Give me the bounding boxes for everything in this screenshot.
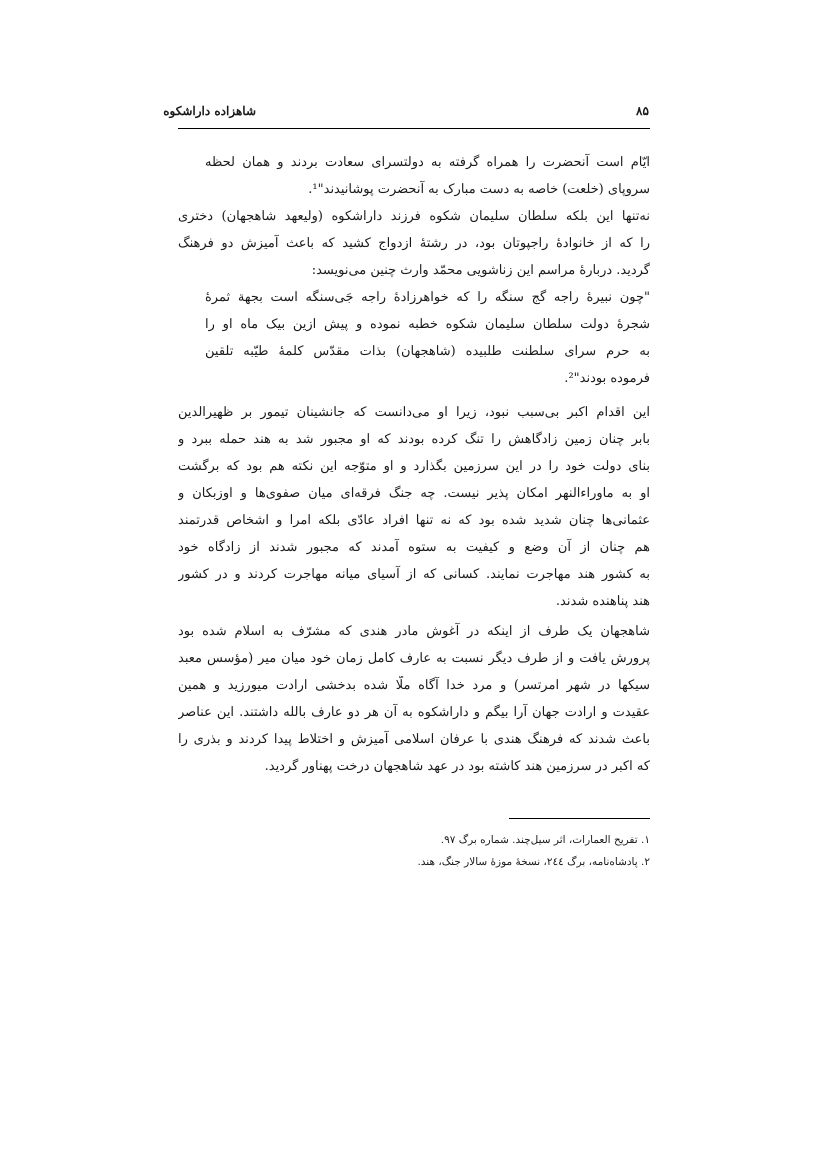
text-line: هند پناهنده شدند. (555, 594, 650, 609)
text-line: بابر چنان زمین زادگاهش را تنگ کرده بودند که او مجبور شد به هند حمله ببرد و (178, 432, 650, 447)
running-header-title: شاهزاده داراشکوه (163, 104, 256, 118)
text-line: باعث شدند که فرهنگ هندی با عرفان اسلامی آمیزش و اختلاط پیدا کردند و بذری را (178, 732, 650, 747)
quote-line: فرموده بودند"². (564, 371, 650, 386)
text-line: سروپای (خلعت) خاصه به دست مبارک به آنحضرت پوشانیدند"¹. (308, 182, 650, 197)
text-line: که اکبر در سرزمین هند کاشته بود در عهد شاهجهان درخت پهناور گردید. (264, 759, 650, 774)
text-line: گردید. دربارهٔ مراسم این زناشویی محمّد وارث چنین می‌نویسد: (311, 263, 650, 278)
quote-line: شجرهٔ دولت سلطان سلیمان شکوه خطبه نموده و پیش ازین بیک ماه او را (205, 317, 650, 332)
text-line: بنای دولت خود را در این سرزمین بگذارد و او متوّجه این نکته هم بود که برگشت (178, 459, 650, 474)
page-number: ۸۵ (636, 104, 649, 118)
text-line: به کشور هند مهاجرت نمایند. کسانی که از آسیای میانه مهاجرت کردند و در کشور (178, 567, 650, 582)
text-line: شاهجهان یک طرف از اینکه در آغوش مادر هندی که مشرّف به اسلام شده بود (178, 624, 650, 639)
text-line: نه‌تنها این بلکه سلطان سلیمان شکوه فرزند داراشکوه (ولیعهد شاهجهان) دختری (178, 209, 650, 224)
text-line: هم چنان از آن وضع و کیفیت به ستوه آمدند که مجبور شدند از زادگاه خود (178, 540, 650, 555)
header-rule (178, 128, 650, 129)
text-line: عقیدت و ارادت جهان آرا بیگم و داراشکوه به آن هر دو عارف بالله داشتند. این عناصر (178, 705, 650, 720)
text-line: پرورش یافت و از طرف دیگر نسبت به عارف کامل زمان خود میان میر (مؤسس معبد (178, 651, 650, 666)
quote-line: "چون نبیرهٔ راجه گج سنگه را که خواهرزادهٔ راجه جَی‌سنگه است بجهة ثمرهٔ (205, 290, 650, 305)
footnote-rule (509, 818, 650, 819)
footnote: ۲. پادشاه‌نامه، برگ ۲٤٤، نسخهٔ موزهٔ سالار جنگ، هند. (417, 856, 650, 868)
footnote: ۱. تفریح العمارات، اثر سیل‌چند. شماره برگ ۹۷. (440, 834, 650, 846)
text-line: این اقدام اکبر بی‌سبب نبود، زیرا او می‌دانست که جانشینان تیمور بر ظهیرالدین (178, 405, 650, 420)
text-line: سیکها در شهر امرتسر) و مرد خدا آگاه ملّا شده بدخشی ارادت میورزید و همین (178, 678, 650, 693)
quote-line: به حرم سرای سلطنت طلبیده (شاهجهان) بذات مقدّس کلمهٔ طیّبه تلقین (205, 344, 650, 359)
text-line: او به ماوراءالنهر امکان پذیر نیست. چه جنگ فرقه‌ای میان صفوی‌ها و اوزبکان و (178, 486, 650, 501)
text-line: را که از خانوادهٔ راجپوتان بود، در رشتهٔ ازدواج کشید که باعث آمیزش دو فرهنگ (178, 236, 650, 251)
text-line: عثمانی‌ها چنان شدید شده بود که نه تنها افراد عادّی بلکه امرا و اشخاص قدرتمند (178, 513, 650, 528)
text-line: ایّام است آنحضرت را همراه گرفته به دولتسرای سعادت بردند و همان لحظه (205, 155, 650, 170)
